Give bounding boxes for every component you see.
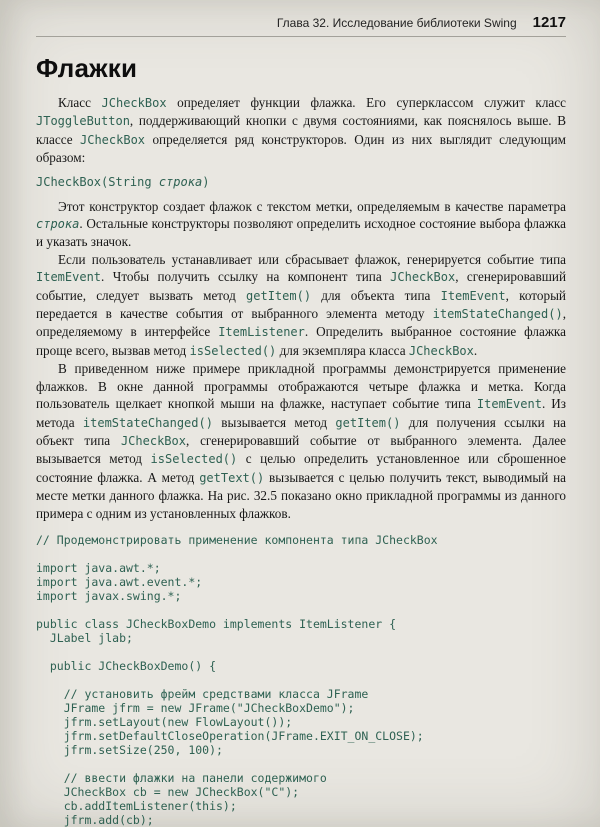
inline-code: JCheckBox [120, 433, 186, 448]
code-line [36, 757, 566, 771]
inline-code: isSelected() [189, 343, 277, 358]
text-run: В приведенном ниже примере прикладной программы демонстрируется применение флажков. В окне данной программы отображаются четыре флажка и метка. Когда пользователь щелкает кнопкой мыши на флажке, наступает событие типа [36, 361, 566, 412]
inline-code: ItemEvent [36, 270, 102, 285]
code-line: // установить фрейм средствами класса JFrame [36, 686, 369, 701]
code-line [36, 645, 566, 659]
code-line: import java.awt.*; [36, 560, 161, 575]
text-run: для экземпляра класса [276, 342, 409, 358]
text-run: Этот конструктор создает флажок с текстом метки, определяемым в качестве параметра [58, 198, 566, 214]
code-line: jfrm.setLayout(new FlowLayout()); [36, 714, 293, 729]
inline-code: строка [36, 217, 80, 232]
code-line [36, 673, 566, 687]
text-run: . [473, 342, 478, 358]
code-line: import javax.swing.*; [36, 588, 182, 603]
text-run: Класс [58, 95, 102, 110]
inline-code: getItem() [246, 288, 312, 303]
inline-code: ) [202, 174, 210, 189]
text-run: , поддерживающий кнопки с двумя состояниями, как пояснялось выше. В классе [36, 113, 566, 147]
header-rule [36, 36, 566, 37]
inline-code: JToggleButton [36, 114, 130, 129]
text-run: вызывается с целью получить текст, выводимый на месте метки данного флажка. На рис. 32.5 показано окно прикладной программы из данного примера с одним из установленных флажков. [36, 469, 566, 521]
paragraph [36, 94, 566, 167]
section-title: Флажки [36, 53, 138, 83]
text-run: , сгенерировавший событие от выбранного элемента. Далее вызывается метод [36, 432, 567, 467]
text-run: , который передается в качестве события от выбранного элемента методу [36, 287, 566, 322]
inline-code: getText() [199, 470, 265, 485]
text-run: вызывается метод [212, 414, 336, 430]
code-line [36, 603, 566, 617]
text-run: с целью определить установленное или сброшенное состояние флажка. А метод [36, 451, 566, 485]
text-run: для получения ссылки на объект типа [36, 414, 566, 448]
text-run: Если пользователь устанавливает или сбрасывает флажок, генерируется событие типа [58, 251, 566, 267]
code-line: public class JCheckBoxDemo implements ItemListener { [36, 616, 397, 631]
code-line: jfrm.setDefaultCloseOperation(JFrame.EXIT_ON_CLOSE); [36, 728, 424, 743]
code-line: public JCheckBoxDemo() { [36, 658, 217, 673]
constructor-signature [36, 175, 566, 190]
text-run: определяется ряд конструкторов. Один из них выглядит следующим образом: [36, 131, 566, 166]
code-line: JFrame jfrm = new JFrame("JCheckBoxDemo"); [36, 700, 355, 715]
inline-code: JCheckBox [101, 96, 167, 110]
text-run: , сгенерировавший событие, следует вызвать метод [36, 269, 567, 303]
code-line: jfrm.setSize(250, 100); [36, 742, 223, 757]
inline-code: itemStateChanged() [432, 307, 563, 322]
paragraphs [36, 94, 566, 522]
inline-code: строка [158, 174, 203, 189]
inline-code: isSelected() [150, 452, 238, 467]
code-line: import java.awt.event.*; [36, 574, 203, 589]
text-run: . Остальные конструкторы позволяют определить исходное состояние выбора флажка и указать значок. [36, 216, 566, 250]
inline-code: JCheckBox [390, 270, 456, 285]
inline-code: JCheckBox(String [36, 174, 159, 189]
inline-code: JCheckBox [408, 343, 474, 358]
inline-code: ItemEvent [440, 288, 506, 303]
code-line: // ввести флажки на панели содержимого [36, 770, 327, 785]
code-line: JLabel jlab; [36, 630, 133, 645]
paragraph [36, 251, 566, 360]
page-number: 1217 [532, 14, 566, 31]
code-line: jfrm.add(cb); [36, 812, 154, 827]
inline-code: JCheckBox [80, 132, 146, 147]
page-header [36, 14, 566, 31]
paragraph [36, 198, 566, 251]
code-line: JCheckBox cb = new JCheckBox("C"); [36, 784, 300, 799]
text-run: , определяемому в интерфейсе [36, 306, 566, 340]
inline-code: itemStateChanged() [82, 415, 213, 430]
text-run: . Определить выбранное состояние флажка проще всего, вызвав метод [36, 324, 566, 358]
code-line [36, 547, 566, 561]
paragraph [36, 360, 566, 522]
text-run: . Из метода [36, 396, 567, 430]
code-line: // Продемонстрировать применение компонента типа JCheckBox [36, 532, 438, 547]
running-title: Глава 32. Исследование библиотеки Swing [276, 16, 517, 30]
code-listing [36, 533, 566, 827]
text-run: для объекта типа [311, 287, 441, 303]
inline-code: ItemEvent [476, 397, 542, 412]
text-run: определяет функции флажка. Его суперклассом служит класс [166, 95, 566, 110]
inline-code: ItemListener [218, 325, 305, 340]
inline-code: getItem() [335, 415, 401, 430]
text-run: . Чтобы получить ссылку на компонент типа [101, 269, 391, 285]
code-line: cb.addItemListener(this); [36, 798, 237, 813]
